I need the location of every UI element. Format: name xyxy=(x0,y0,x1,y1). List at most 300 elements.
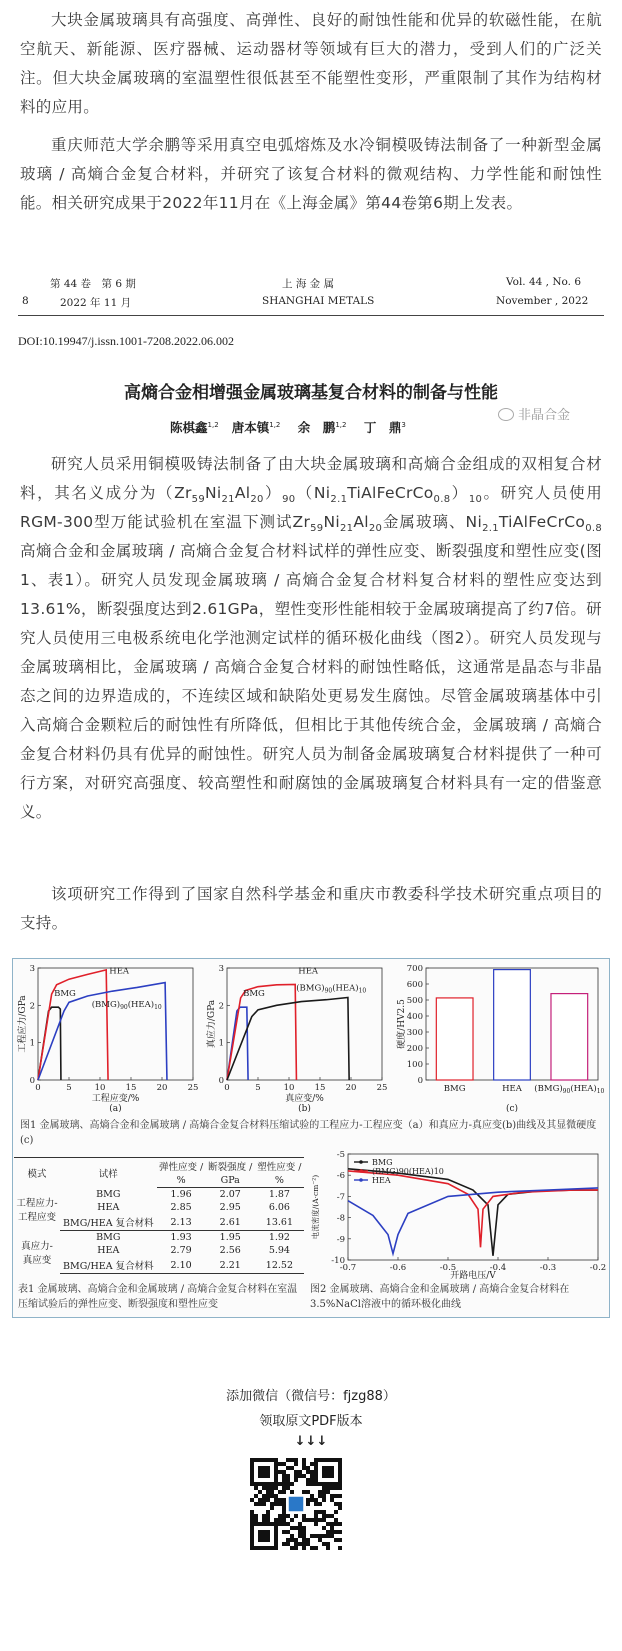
qr-module xyxy=(302,1526,306,1530)
legend-label: (BMG)90(HEA)10 xyxy=(372,1167,444,1176)
qr-module xyxy=(302,1530,306,1534)
qr-module xyxy=(286,1514,290,1518)
curve-label: $(BMG)_{90}(HEA)_{10}$ xyxy=(91,1000,162,1012)
qr-module xyxy=(266,1518,270,1522)
qr-module xyxy=(282,1530,286,1534)
qr-module xyxy=(294,1542,298,1546)
qr-module xyxy=(294,1546,298,1550)
legend-label: BMG xyxy=(372,1158,393,1167)
y-tick-label: -6 xyxy=(336,1171,345,1182)
qr-module xyxy=(262,1502,266,1506)
qr-module xyxy=(302,1546,306,1550)
qr-module xyxy=(254,1486,258,1490)
x-tick-label: 5 xyxy=(66,1083,72,1093)
qr-module xyxy=(302,1466,306,1470)
legend-marker xyxy=(359,1169,363,1173)
qr-module xyxy=(338,1486,342,1490)
x-tick-label: 20 xyxy=(345,1083,357,1093)
qr-module xyxy=(314,1514,318,1518)
qr-module xyxy=(286,1538,290,1542)
qr-module xyxy=(254,1518,258,1522)
qr-module xyxy=(322,1534,326,1538)
table-row: HEA 2.79 2.56 5.94 xyxy=(97,1245,290,1256)
qr-module xyxy=(318,1538,322,1542)
qr-module xyxy=(298,1534,302,1538)
curve-label: BMG xyxy=(243,989,265,999)
qr-finder-core xyxy=(258,1530,270,1542)
qr-module xyxy=(302,1518,306,1522)
qr-module xyxy=(322,1518,326,1522)
qr-module xyxy=(306,1478,310,1482)
unit-plastic: % xyxy=(255,1174,304,1188)
qr-finder-core xyxy=(258,1466,270,1478)
qr-module xyxy=(274,1486,278,1490)
curve-label: BMG xyxy=(54,989,76,999)
figure1-caption: 图1 金属玻璃、高熵合金和金属玻璃 / 高熵合金复合材料压缩试验的工程应力-工程应变（a）和真应力-真应变(b)曲线及其显微硬度(c) xyxy=(20,1120,597,1146)
legend-marker xyxy=(359,1178,363,1182)
footer-wechat-line: 添加微信（微信号：fjzg88） xyxy=(226,1389,396,1404)
doi: DOI:10.19947/j.issn.1001-7208.2022.06.002 xyxy=(18,334,234,348)
table1 xyxy=(14,1157,304,1274)
chart-panel-b xyxy=(205,962,390,1112)
qr-module xyxy=(298,1474,302,1478)
qr-module xyxy=(274,1498,278,1502)
y-tick-label: -10 xyxy=(331,1256,345,1266)
qr-module xyxy=(258,1490,262,1494)
qr-module xyxy=(290,1458,294,1462)
qr-module xyxy=(334,1522,338,1526)
x-tick-label: 0 xyxy=(35,1083,41,1093)
qr-module xyxy=(302,1462,306,1466)
x-tick-label: 15 xyxy=(314,1083,326,1093)
qr-module xyxy=(330,1526,334,1530)
legend-marker xyxy=(359,1160,363,1164)
qr-module xyxy=(302,1458,306,1462)
y-tick-label: 300 xyxy=(406,1028,423,1038)
qr-finder-core xyxy=(322,1466,334,1478)
qr-module xyxy=(290,1466,294,1470)
author-affiliation: 1,2 xyxy=(335,420,347,429)
author-affiliation: 3 xyxy=(401,420,406,429)
journal-name-en: SHANGHAI METALS xyxy=(262,295,375,307)
y-tick-label: 3 xyxy=(218,964,224,974)
author-affiliation: 1,2 xyxy=(207,420,219,429)
curve-label: $(BMG)_{90}(HEA)_{10}$ xyxy=(296,983,367,995)
qr-module xyxy=(302,1538,306,1542)
series-line xyxy=(348,1188,598,1254)
chart-panel-a xyxy=(16,962,201,1112)
qr-module xyxy=(250,1518,254,1522)
qr-module xyxy=(258,1502,262,1506)
y-axis-label: 硬度/HV2.5 xyxy=(397,999,407,1049)
qr-module xyxy=(282,1490,286,1494)
qr-module xyxy=(278,1498,282,1502)
qr-module xyxy=(290,1534,294,1538)
qr-module xyxy=(310,1498,314,1502)
qr-module xyxy=(334,1538,338,1542)
qr-module xyxy=(286,1466,290,1470)
x-tick-label: 5 xyxy=(255,1083,261,1093)
qr-module xyxy=(290,1538,294,1542)
x-axis-label: 真应变/% xyxy=(285,1094,324,1104)
qr-module xyxy=(294,1514,298,1518)
qr-module xyxy=(282,1502,286,1506)
journal-date-cn: 2022 年 11 月 xyxy=(60,297,132,309)
curve-label: HEA xyxy=(298,966,319,977)
qr-module xyxy=(310,1534,314,1538)
qr-module xyxy=(282,1470,286,1474)
qr-module xyxy=(338,1494,342,1498)
qr-module xyxy=(294,1462,298,1466)
qr-module xyxy=(282,1514,286,1518)
qr-module xyxy=(286,1478,290,1482)
intro-paragraph-1: 大块金属玻璃具有高强度、高弹性、良好的耐蚀性能和优异的软磁性能，在航空航天、新能源、医疗器械、运动器材等领域有巨大的潜力，受到人们的广泛关注。但大块金属玻璃的室温塑性很低甚至不能塑性变形，严重限制了其作为结构材料的应用。 xyxy=(20,11,602,116)
qr-module xyxy=(326,1490,330,1494)
x-tick-label: -0.2 xyxy=(589,1263,606,1273)
qr-module xyxy=(306,1470,310,1474)
qr-code[interactable] xyxy=(250,1458,342,1550)
watermark-text: 非晶合金 xyxy=(517,408,570,423)
bar xyxy=(551,994,588,1080)
qr-module xyxy=(322,1498,326,1502)
qr-module xyxy=(306,1518,310,1522)
qr-module xyxy=(290,1546,294,1550)
qr-module xyxy=(262,1514,266,1518)
qr-module xyxy=(294,1474,298,1478)
qr-logo xyxy=(288,1496,304,1512)
author-name: 唐本镇 xyxy=(231,420,270,435)
y-tick-label: 0 xyxy=(29,1076,35,1086)
x-tick-label: 10 xyxy=(283,1083,295,1093)
qr-module xyxy=(310,1478,314,1482)
qr-module xyxy=(330,1522,334,1526)
qr-module xyxy=(334,1518,338,1522)
qr-module xyxy=(314,1502,318,1506)
qr-module xyxy=(254,1494,258,1498)
qr-module xyxy=(338,1530,342,1534)
qr-module xyxy=(294,1478,298,1482)
col-elastic: 弹性应变 / xyxy=(157,1158,206,1175)
chart-figure2 xyxy=(306,1150,606,1280)
qr-module xyxy=(326,1522,330,1526)
mode-cell: 工程应力- 工程应变 xyxy=(16,1198,58,1223)
qr-module xyxy=(322,1526,326,1530)
qr-module xyxy=(270,1494,274,1498)
qr-module xyxy=(326,1546,330,1550)
x-tick-label: -0.4 xyxy=(489,1263,507,1273)
qr-module xyxy=(262,1498,266,1502)
qr-module xyxy=(338,1502,342,1506)
y-tick-label: -9 xyxy=(336,1234,345,1245)
qr-module xyxy=(286,1522,290,1526)
x-tick-label: BMG xyxy=(443,1084,466,1094)
qr-module xyxy=(318,1518,322,1522)
qr-module xyxy=(302,1542,306,1546)
qr-module xyxy=(322,1494,326,1498)
qr-module xyxy=(326,1514,330,1518)
y-tick-label: 3 xyxy=(29,964,35,974)
qr-module xyxy=(314,1522,318,1526)
qr-module xyxy=(322,1514,326,1518)
article-title: 高熵合金相增强金属玻璃基复合材料的制备与性能 xyxy=(124,383,498,403)
qr-module xyxy=(306,1542,310,1546)
qr-module xyxy=(302,1490,306,1494)
qr-module xyxy=(250,1510,254,1514)
qr-module xyxy=(306,1538,310,1542)
x-tick-label: 0 xyxy=(224,1083,230,1093)
series-line xyxy=(227,997,349,1080)
qr-module xyxy=(270,1490,274,1494)
figure2-caption: 图2 金属玻璃、高熵合金和金属玻璃 / 高熵合金复合材料在3.5%NaCl溶液中的循环极化曲线 xyxy=(310,1284,570,1310)
x-axis-label: 开路电压/V xyxy=(450,1271,496,1280)
qr-module xyxy=(326,1486,330,1490)
body-text-part-b: 研究人员使用RGM-300型万能试验机在室温下测试Zr xyxy=(20,484,602,531)
qr-module xyxy=(262,1518,266,1522)
qr-module xyxy=(306,1466,310,1470)
footer-pdf-line: 领取原文PDF版本 xyxy=(259,1414,363,1429)
qr-module xyxy=(306,1490,310,1494)
qr-module xyxy=(282,1542,286,1546)
qr-module xyxy=(290,1526,294,1530)
qr-module xyxy=(278,1470,282,1474)
y-tick-label: 0 xyxy=(218,1076,224,1086)
qr-module xyxy=(270,1486,274,1490)
x-tick-label: -0.6 xyxy=(389,1263,407,1273)
mode-cell: 真应力- 真应变 xyxy=(21,1241,53,1266)
y-tick-label: 0 xyxy=(417,1076,423,1086)
body-text-part-c: 高熵合金和金属玻璃 / 高熵合金复合材料试样的弹性应变、断裂强度和塑性应变(图1、表1）。研究人员发现金属玻璃 / 高熵合金复合材料复合材料的塑性应变达到13.61%，断裂强度达到2.61GPa，塑性变形性能相较于金属玻璃提高了约7倍。研究人员使用三电极系统电化学池测定试样的循环极化曲线（图2）。研究人员发现与金属玻璃相比，金属玻璃 / 高熵合金复合材料的耐蚀性略低，这通常是晶态与非晶态之间的边界造成的，不连续区域和缺陷处更易发生腐蚀。尽管金属玻璃基体中引入高熵合金颗粒后的耐蚀性有所降低，但相比于其他传统合金，金属玻璃 / 高熵合金复合材料仍具有优异的耐蚀性。研究人员为制备金属玻璃复合材料提供了一种可行方案，对研究高强度、较高塑性和耐腐蚀的金属玻璃复合材料具有一定的借鉴意义。 xyxy=(20,542,602,821)
qr-module xyxy=(318,1502,322,1506)
qr-module xyxy=(330,1530,334,1534)
qr-module xyxy=(254,1502,258,1506)
panel-tag: (a) xyxy=(109,1104,122,1112)
qr-module xyxy=(310,1494,314,1498)
author-name: 丁 鼎 xyxy=(363,420,402,435)
x-tick-label: -0.3 xyxy=(539,1263,557,1273)
y-tick-label: -5 xyxy=(336,1150,345,1160)
y-tick-label: 700 xyxy=(406,964,423,974)
bar xyxy=(436,998,473,1080)
qr-module xyxy=(282,1486,286,1490)
y-tick-label: 100 xyxy=(406,1060,423,1070)
qr-module xyxy=(250,1498,254,1502)
qr-module xyxy=(314,1546,318,1550)
qr-module xyxy=(318,1490,322,1494)
table-row: BMG/HEA 复合材料 2.10 2.21 12.52 xyxy=(14,1257,304,1274)
qr-module xyxy=(334,1486,338,1490)
qr-module xyxy=(298,1542,302,1546)
qr-module xyxy=(266,1490,270,1494)
table-row: BMG/HEA 复合材料 2.13 2.61 13.61 xyxy=(14,1214,304,1231)
qr-module xyxy=(298,1470,302,1474)
y-tick-label: -8 xyxy=(336,1213,345,1224)
qr-module xyxy=(310,1518,314,1522)
qr-module xyxy=(298,1530,302,1534)
qr-module xyxy=(318,1494,322,1498)
watermark xyxy=(498,404,570,423)
qr-module xyxy=(306,1502,310,1506)
qr-module xyxy=(254,1514,258,1518)
body-paragraph-4: 该项研究工作得到了国家自然科学基金和重庆市教委科学技术研究重点项目的支持。 xyxy=(20,885,602,932)
qr-module xyxy=(326,1534,330,1538)
footer-arrows: ↓↓↓ xyxy=(294,1434,328,1449)
qr-module xyxy=(290,1490,294,1494)
qr-module xyxy=(298,1522,302,1526)
qr-module xyxy=(294,1526,298,1530)
qr-module xyxy=(306,1498,310,1502)
x-tick-label: 10 xyxy=(94,1083,106,1093)
journal-date-en: November , 2022 xyxy=(496,295,589,307)
qr-module xyxy=(322,1490,326,1494)
journal-vol-en: Vol. 44 , No. 6 xyxy=(506,276,582,288)
qr-module xyxy=(266,1514,270,1518)
y-tick-label: 2 xyxy=(218,1001,224,1012)
intro-paragraph-2: 重庆师范大学余鹏等采用真空电弧熔炼及水冷铜模吸铸法制备了一种新型金属玻璃 / 高熵合金复合材料，并研究了该复合材料的微观结构、力学性能和耐蚀性能。相关研究成果于2022年11月在《上海金属》第44卷第6期上发表。 xyxy=(20,136,602,212)
qr-module xyxy=(266,1494,270,1498)
qr-module xyxy=(322,1542,326,1546)
qr-module xyxy=(334,1494,338,1498)
unit-fracture: GPa xyxy=(206,1174,255,1188)
table1-caption: 表1 金属玻璃、高熵合金和金属玻璃 / 高熵合金复合材料在室温压缩试验后的弹性应变、断裂强度和塑性应变 xyxy=(18,1284,298,1310)
qr-module xyxy=(338,1522,342,1526)
qr-module xyxy=(286,1530,290,1534)
qr-module xyxy=(302,1514,306,1518)
qr-module xyxy=(266,1486,270,1490)
x-tick-label: $(BMG)_{90}(HEA)_{10}$ xyxy=(534,1084,605,1095)
qr-module xyxy=(298,1526,302,1530)
col-plastic: 塑性应变 / xyxy=(255,1158,304,1175)
qr-module xyxy=(278,1522,282,1526)
author-name: 余 鹏 xyxy=(297,420,336,435)
qr-module xyxy=(274,1502,278,1506)
qr-module xyxy=(314,1518,318,1522)
qr-module xyxy=(278,1514,282,1518)
table-row: HEA 2.85 2.95 6.06 xyxy=(97,1202,290,1213)
y-tick-label: 400 xyxy=(406,1012,423,1022)
qr-module xyxy=(338,1538,342,1542)
qr-module xyxy=(326,1530,330,1534)
qr-module xyxy=(294,1458,298,1462)
qr-module xyxy=(282,1474,286,1478)
qr-module xyxy=(282,1478,286,1482)
qr-module xyxy=(282,1462,286,1466)
table-row: 工程应力- 工程应变 BMG 1.96 2.07 1.87 xyxy=(14,1188,304,1202)
qr-module xyxy=(282,1510,286,1514)
x-tick-label: 20 xyxy=(156,1083,168,1093)
y-tick-label: 1 xyxy=(29,1038,35,1049)
col-fracture: 断裂强度 / xyxy=(206,1158,255,1175)
qr-module xyxy=(334,1510,338,1514)
x-tick-label: -0.5 xyxy=(439,1263,457,1273)
x-tick-label: -0.7 xyxy=(339,1263,357,1273)
qr-module xyxy=(282,1518,286,1522)
y-axis-label: 工程应力/GPa xyxy=(18,995,28,1053)
qr-module xyxy=(334,1530,338,1534)
qr-module xyxy=(286,1542,290,1546)
qr-module xyxy=(306,1482,310,1486)
qr-module xyxy=(330,1494,334,1498)
y-tick-label: 500 xyxy=(406,996,423,1006)
qr-module xyxy=(310,1462,314,1466)
qr-module xyxy=(294,1470,298,1474)
body-text-part-a: 研究人员采用铜模吸铸法制备了由大块金属玻璃和高熵合金组成的双相复合材料，其名义成分为（Zr xyxy=(20,455,602,502)
author-list xyxy=(170,418,406,436)
qr-module xyxy=(330,1486,334,1490)
qr-module xyxy=(274,1494,278,1498)
qr-module xyxy=(314,1510,318,1514)
qr-module xyxy=(310,1470,314,1474)
qr-module xyxy=(262,1486,266,1490)
qr-module xyxy=(326,1542,330,1546)
qr-module xyxy=(334,1502,338,1506)
qr-module xyxy=(330,1498,334,1502)
unit-elastic: % xyxy=(157,1174,206,1188)
qr-module xyxy=(314,1534,318,1538)
journal-name-cn: 上 海 金 属 xyxy=(282,278,335,290)
qr-module xyxy=(278,1518,282,1522)
qr-module xyxy=(322,1510,326,1514)
qr-module xyxy=(286,1458,290,1462)
qr-module xyxy=(266,1510,270,1514)
chart-panel-c xyxy=(394,962,606,1112)
panel-tag: (b) xyxy=(298,1104,311,1112)
qr-module xyxy=(286,1474,290,1478)
qr-module xyxy=(338,1546,342,1550)
qr-module xyxy=(250,1514,254,1518)
x-tick-label: 15 xyxy=(125,1083,137,1093)
y-axis-label: 电流密度/(A·cm⁻²) xyxy=(311,1174,320,1240)
qr-module xyxy=(314,1498,318,1502)
author-name: 陈棋鑫 xyxy=(170,420,208,435)
y-tick-label: 200 xyxy=(406,1044,423,1054)
qr-module xyxy=(270,1502,274,1506)
y-tick-label: 2 xyxy=(29,1001,35,1012)
author-affiliation: 1,2 xyxy=(269,420,281,429)
qr-module xyxy=(282,1522,286,1526)
qr-module xyxy=(266,1498,270,1502)
y-tick-label: 600 xyxy=(406,980,423,990)
table-header-row xyxy=(14,1158,304,1175)
qr-module xyxy=(318,1534,322,1538)
qr-module xyxy=(278,1502,282,1506)
qr-module xyxy=(274,1518,278,1522)
qr-module xyxy=(278,1462,282,1466)
col-mode: 模式 xyxy=(14,1158,60,1188)
x-tick-label: 25 xyxy=(187,1083,199,1093)
panel-tag: (c) xyxy=(505,1104,519,1112)
qr-module xyxy=(286,1486,290,1490)
qr-module xyxy=(282,1498,286,1502)
series-line xyxy=(38,970,108,1080)
curve-label: HEA xyxy=(109,966,130,977)
y-tick-label: -7 xyxy=(336,1192,345,1203)
bar xyxy=(494,970,531,1080)
x-tick-label: 25 xyxy=(376,1083,388,1093)
qr-module xyxy=(294,1538,298,1542)
qr-module xyxy=(302,1474,306,1478)
qr-module xyxy=(310,1474,314,1478)
qr-module xyxy=(286,1482,290,1486)
qr-module xyxy=(290,1482,294,1486)
qr-module xyxy=(258,1498,262,1502)
x-axis-label: 工程应变/% xyxy=(91,1094,140,1104)
qr-module xyxy=(278,1490,282,1494)
qr-module xyxy=(310,1482,314,1486)
qr-module xyxy=(330,1534,334,1538)
qr-module xyxy=(262,1494,266,1498)
qr-module xyxy=(278,1482,282,1486)
qr-module xyxy=(282,1506,286,1510)
